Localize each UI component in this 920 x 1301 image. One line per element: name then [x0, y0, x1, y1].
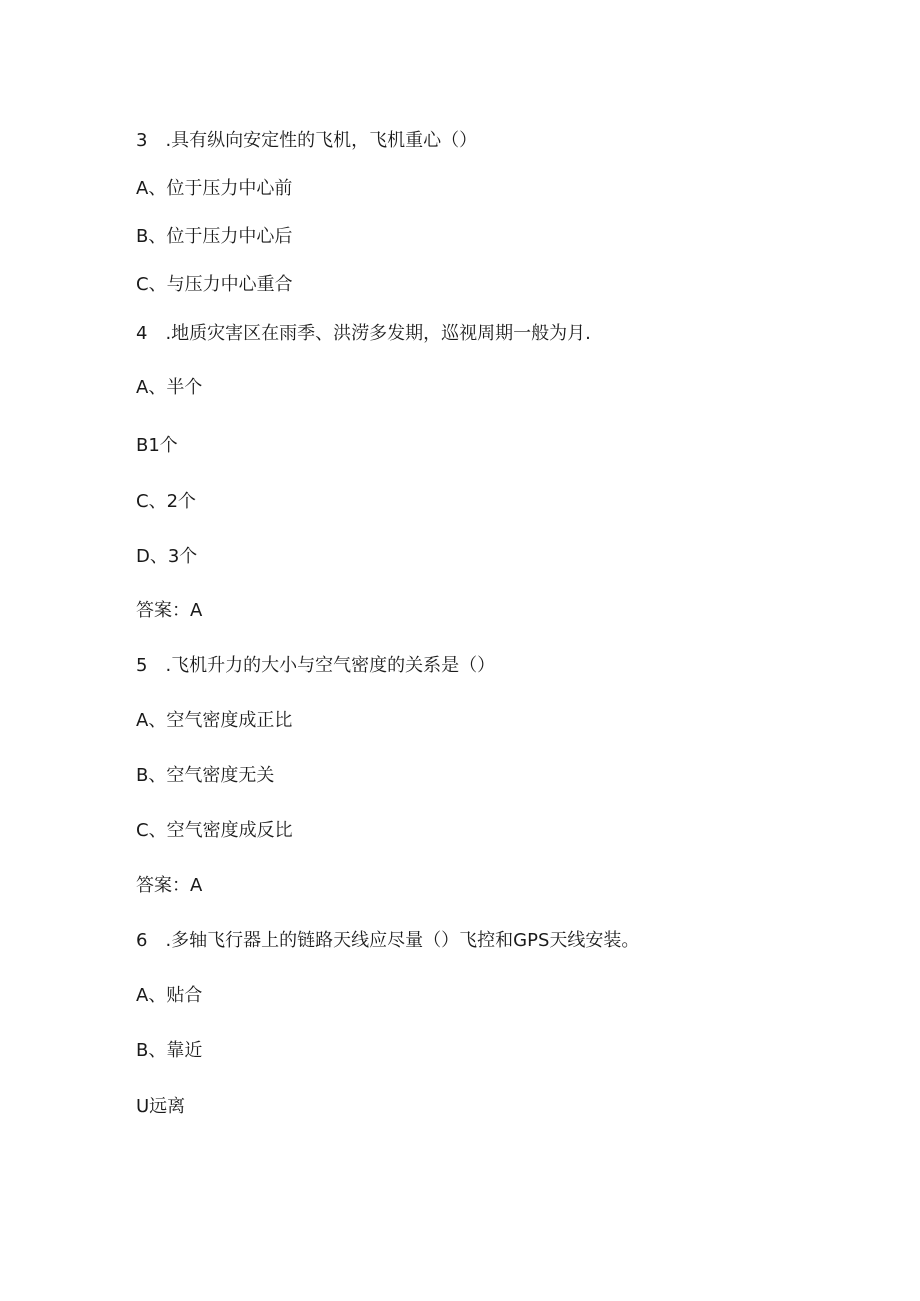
question-6-option-b: B、靠近: [136, 1040, 203, 1061]
question-5-option-b: B、空气密度无关: [136, 765, 275, 786]
question-3-option-b: B、位于压力中心后: [136, 226, 293, 247]
question-4-option-a: A、半个: [136, 377, 203, 398]
question-4-option-b: B1个: [136, 435, 178, 456]
question-4-text: 4 .地质灾害区在雨季、洪涝多发期，巡视周期一般为月.: [136, 323, 591, 344]
question-5-answer: 答案：A: [136, 875, 203, 896]
question-5-option-c: C、空气密度成反比: [136, 820, 293, 841]
question-4-option-d: D、3个: [136, 546, 198, 567]
question-3-option-c: C、与压力中心重合: [136, 274, 293, 295]
question-6-text: 6 .多轴飞行器上的链路天线应尽量（）飞控和GPS天线安装。: [136, 930, 640, 951]
question-6-option-a: A、贴合: [136, 985, 203, 1006]
question-3-option-a: A、位于压力中心前: [136, 178, 293, 199]
question-6-option-c: U远离: [136, 1096, 186, 1117]
question-3-text: 3 .具有纵向安定性的飞机，飞机重心（）: [136, 130, 478, 151]
question-5-option-a: A、空气密度成正比: [136, 710, 293, 731]
question-5-text: 5 .飞机升力的大小与空气密度的关系是（）: [136, 655, 496, 676]
question-4-answer: 答案：A: [136, 600, 203, 621]
question-4-option-c: C、2个: [136, 491, 197, 512]
